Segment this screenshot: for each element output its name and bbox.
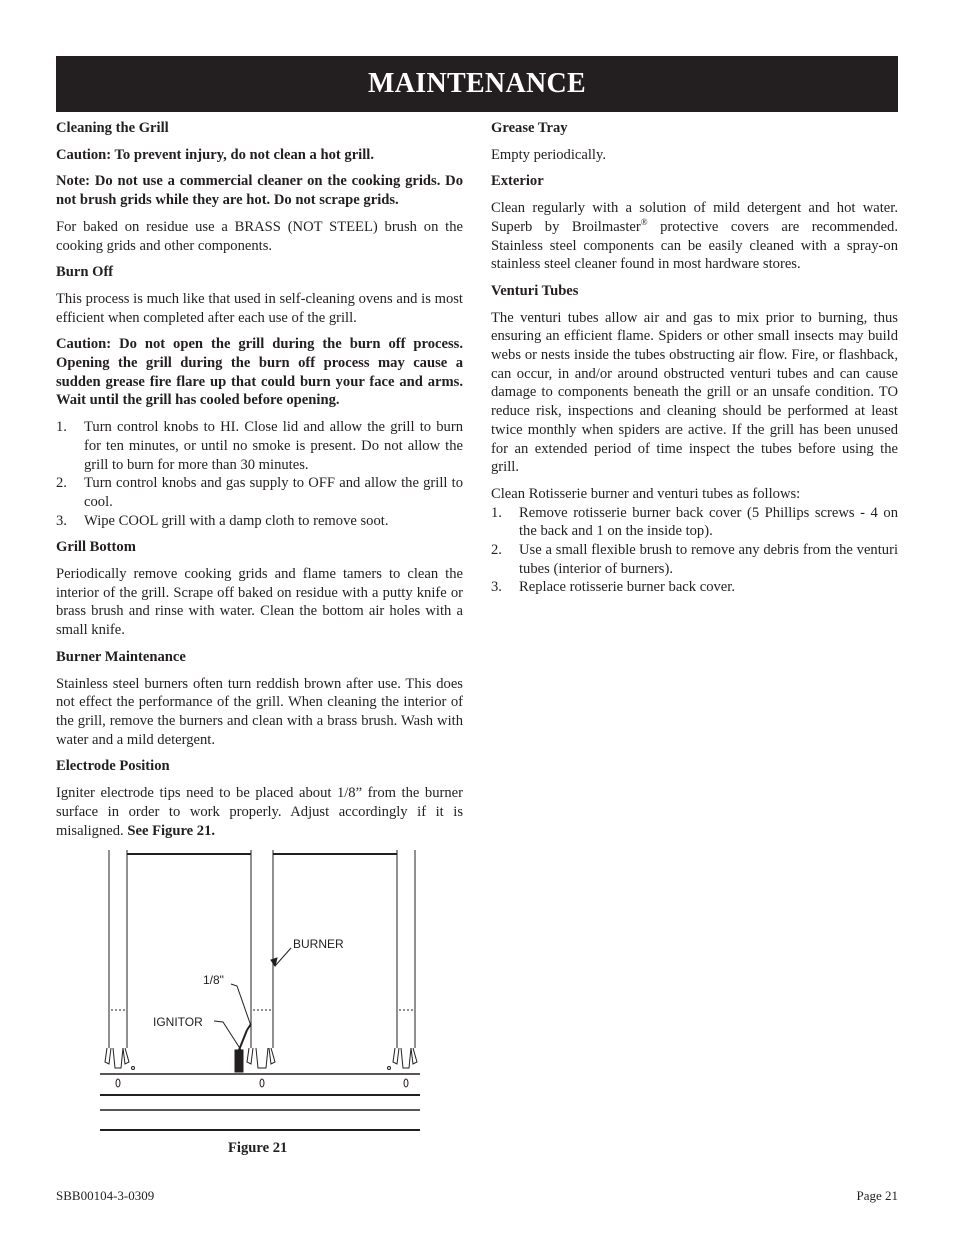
- step-number: 2.: [56, 475, 67, 492]
- step-number: 1.: [56, 419, 67, 436]
- page-title: MAINTENANCE: [56, 56, 898, 112]
- gap-label: 1/8": [203, 973, 224, 987]
- venturi-body: The venturi tubes allow air and gas to mix prior to burning, thus ensuring an efficient flame. Spiders or other small insects may build webs or nests inside the tubes obstructing air flow. Fire, or flashback, can occur, in and/or around obstructed venturi tubes and can cause damage to components beneath the grill or an unsafe condition. TO reduce risk, inspections and cleaning should be performed at least twice monthly when spiders are active. If the grill has been unused for an extended period of time inspect the tubes before using the grill.: [491, 309, 898, 476]
- burner-leader: [275, 948, 291, 966]
- burnoff-body: This process is much like that used in self-cleaning ovens and is most efficient when completed after each use of the grill.: [56, 290, 463, 326]
- page-number: Page 21: [856, 1188, 898, 1203]
- venturi-heading: Venturi Tubes: [491, 282, 579, 299]
- grease-tray-heading: Grease Tray: [491, 120, 568, 136]
- step-text: Turn control knobs to HI. Close lid and allow the grill to burn for ten minutes, or until no smoke is present. Do not allow the grill to burn for more than 30 minutes.: [84, 419, 463, 473]
- document-number: SBB00104-3-0309: [56, 1188, 155, 1203]
- step-text: Turn control knobs and gas supply to OFF and allow the grill to cool.: [84, 475, 463, 510]
- left-column: [56, 119, 463, 848]
- gap-leader: [231, 984, 251, 1026]
- exterior-text: Clean regularly with a solution of mild detergent and hot water. Superb by Broilmaster: [491, 200, 898, 235]
- list-item: [56, 418, 463, 474]
- ignitor-leader: [214, 1021, 241, 1050]
- cleaning-note: Note: Do not use a commercial cleaner on the cooking grids. Do not brush grids while they are hot. Do not scrape grids.: [56, 173, 463, 209]
- electrode-body: [56, 784, 463, 840]
- electrode-text: Igniter electrode tips need to be placed about 1/8” from the burner surface in order to work properly. Adjust accordingly if it is misaligned.: [56, 785, 463, 839]
- burnoff-caution: Caution: Do not open the grill during the burn off process. Opening the grill during the burn off process may cause a sudden grease fire flare up that could burn your face and arms. Wait until the grill has cooled before opening.: [56, 336, 463, 409]
- step-number: 3.: [56, 512, 67, 529]
- step-number: 1.: [491, 504, 502, 521]
- cleaning-heading: Cleaning the Grill: [56, 120, 169, 136]
- grill-bottom-body: Periodically remove cooking grids and flame tamers to clean the interior of the grill. Scrape off baked on residue with a putty knife or brass brush and rinse with water. Clean the bottom air holes with a small knife.: [56, 566, 463, 639]
- list-item: [56, 512, 463, 531]
- ignitor-label: IGNITOR: [153, 1015, 203, 1029]
- burner-maintenance-heading: Burner Maintenance: [56, 648, 186, 665]
- list-item: [491, 504, 898, 541]
- right-burner-tube: [393, 850, 417, 1068]
- grease-tray-body: Empty periodically.: [491, 146, 606, 163]
- figure-21-diagram: [95, 840, 430, 1140]
- step-text: Wipe COOL grill with a damp cloth to remove soot.: [84, 512, 389, 529]
- grill-bottom-heading: Grill Bottom: [56, 539, 136, 556]
- electrode-heading: Electrode Position: [56, 758, 170, 775]
- burnoff-steps: [56, 418, 463, 530]
- left-burner-tube: [105, 850, 129, 1068]
- cleaning-caution: Caution: To prevent injury, do not clean a hot grill.: [56, 146, 374, 163]
- step-text: Replace rotisserie burner back cover.: [519, 579, 735, 596]
- rotisserie-steps: [491, 504, 898, 598]
- exterior-body: [491, 199, 898, 274]
- burner-maintenance-body: Stainless steel burners often turn reddish brown after use. This does not effect the performance of the grill. When cleaning the interior of the grill, remove the burners and clean with a brass brush. Wash with water and a mild detergent.: [56, 675, 463, 748]
- figure-caption: Figure 21: [228, 1140, 288, 1156]
- list-item: [491, 541, 898, 578]
- rotisserie-intro: Clean Rotisserie burner and venturi tubes as follows:: [491, 485, 801, 502]
- list-item: [491, 578, 898, 597]
- step-number: 3.: [491, 579, 502, 596]
- step-text: Remove rotisserie burner back cover (5 Phillips screws - 4 on the back and 1 on the inside top).: [519, 504, 898, 540]
- cleaning-body: For baked on residue use a BRASS (NOT STEEL) brush on the cooking grids and other components.: [56, 218, 463, 254]
- figure-reference: See Figure 21.: [127, 822, 216, 839]
- burnoff-heading: Burn Off: [56, 264, 114, 281]
- step-text: Use a small flexible brush to remove any debris from the venturi tubes (interior of burners).: [519, 542, 898, 577]
- center-burner-tube: [247, 850, 275, 1068]
- list-item: [56, 474, 463, 511]
- burner-label: BURNER: [293, 937, 344, 951]
- exterior-heading: Exterior: [491, 173, 544, 190]
- right-column: [491, 119, 898, 605]
- step-number: 2.: [491, 542, 502, 559]
- registered-mark: ®: [640, 216, 648, 227]
- exterior-text: protective covers are recommended. Stainless steel components can be easily cleaned with a spray-on stainless steel cleaner found in most hardware stores.: [491, 218, 898, 273]
